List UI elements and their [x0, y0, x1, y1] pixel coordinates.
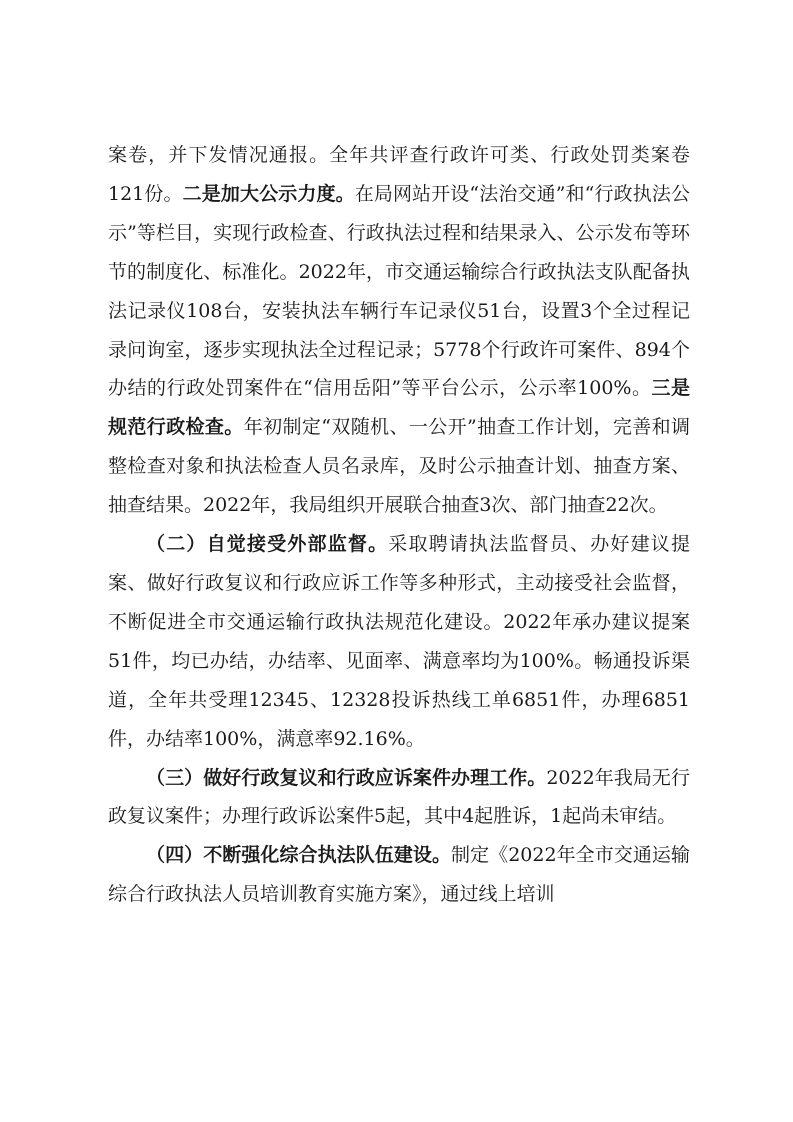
paragraph-4 — [108, 836, 690, 914]
section-heading-4: （四）不断强化综合执法队伍建设。 — [146, 844, 452, 867]
paragraph-4-text: 制定《2022年全市交通运输综合行政执法人员培训教育实施方案》，通过线上培训 — [108, 844, 690, 906]
paragraph-1-text-c: 年初制定“双随机、一公开”抽查工作计划，完善和调整检查对象和执法检查人员名录库，及时公示抽查计划、抽查方案、抽查结果。2022年，我局组织开展联合抽查3次、部门抽查22次。 — [108, 416, 690, 517]
paragraph-1 — [108, 136, 690, 525]
paragraph-2-text: 采取聘请执法监督员、办好建议提案、做好行政复议和行政应诉工作等多种形式，主动接受社会监督，不断促进全市交通运输行政执法规范化建设。2022年承办建议提案51件，均已办结，办结率、见面率、满意率均为100%。畅通投诉渠道，全年共受理12345、12328投诉热线工单6851件，办理6851件，办结率100%，满意率92.16%。 — [108, 533, 690, 750]
paragraph-1-text-a: 案卷，并下发情况通报。全年共评查行政许可类、行政处罚类案卷121份。 — [108, 144, 690, 205]
section-heading-3: （三）做好行政复议和行政应诉案件办理工作。 — [146, 766, 547, 789]
paragraph-3-text: 2022年我局无行政复议案件；办理行政诉讼案件5起，其中4起胜诉，1起尚未审结。 — [108, 766, 690, 828]
paragraph-2 — [108, 525, 690, 758]
paragraph-1-bold-heading-b: 三是规范行政检查。 — [108, 377, 690, 439]
paragraph-1-text-b: 在局网站开设“法治交通”和“行政执法公示”等栏目，实现行政检查、行政执法过程和结果录入、公示发布等环节的制度化、标准化。2022年，市交通运输综合行政执法支队配备执法记录仪108台，安装执法车辆行车记录仪51台，设置3个全过程记录问询室，逐步实现执法全过程记录；5778个行政许可案件、894个办结的行政处罚案件在“信用岳阳”等平台公示，公示率100%。 — [108, 182, 690, 400]
paragraph-1-bold-heading-a: 二是加大公示力度。 — [182, 182, 355, 205]
section-heading-2: （二）自觉接受外部监督。 — [146, 533, 389, 556]
paragraph-3 — [108, 759, 690, 837]
document-body — [108, 136, 690, 914]
